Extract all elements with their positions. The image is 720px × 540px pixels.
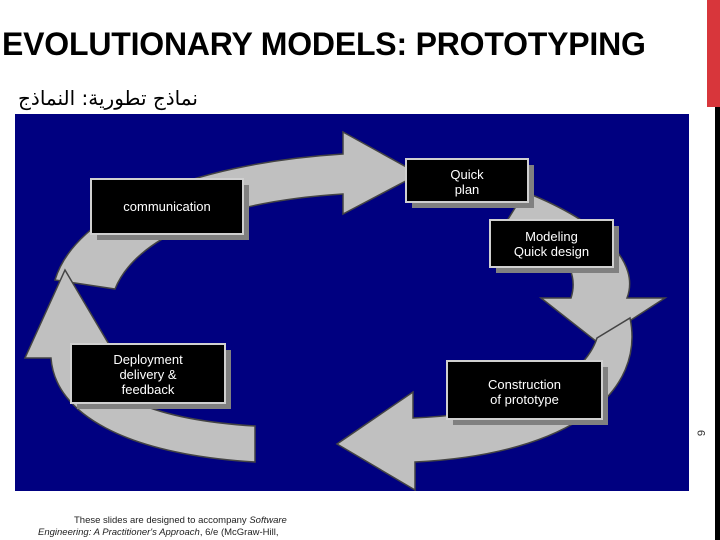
arabic-subtitle: نماذج تطورية: النماذج: [18, 86, 198, 110]
communication-label: communication: [123, 199, 211, 214]
footer-italic-2: Engineering: A Practitioner's Approach: [38, 527, 200, 538]
construction-label: Construction of prototype: [488, 377, 561, 407]
modeling-label: Modeling Quick design: [513, 229, 590, 259]
page-number: 9: [696, 429, 708, 437]
deployment-label: Deployment delivery & feedback: [113, 352, 183, 397]
cycle-graphic: [15, 114, 689, 491]
slide-title: EVOLUTIONARY MODELS: PROTOTYPING: [2, 26, 646, 62]
side-bar: [715, 107, 720, 540]
footer-italic-1: Software: [249, 515, 287, 526]
footer-text-1: These slides are designed to accompany: [74, 515, 250, 526]
footer-citation: [38, 515, 338, 539]
accent-tab: [707, 0, 720, 107]
quick-plan-label: Quick plan: [450, 167, 484, 197]
prototyping-cycle-diagram: [15, 114, 689, 491]
footer-text-2: , 6/e (McGraw-Hill,: [199, 527, 279, 538]
